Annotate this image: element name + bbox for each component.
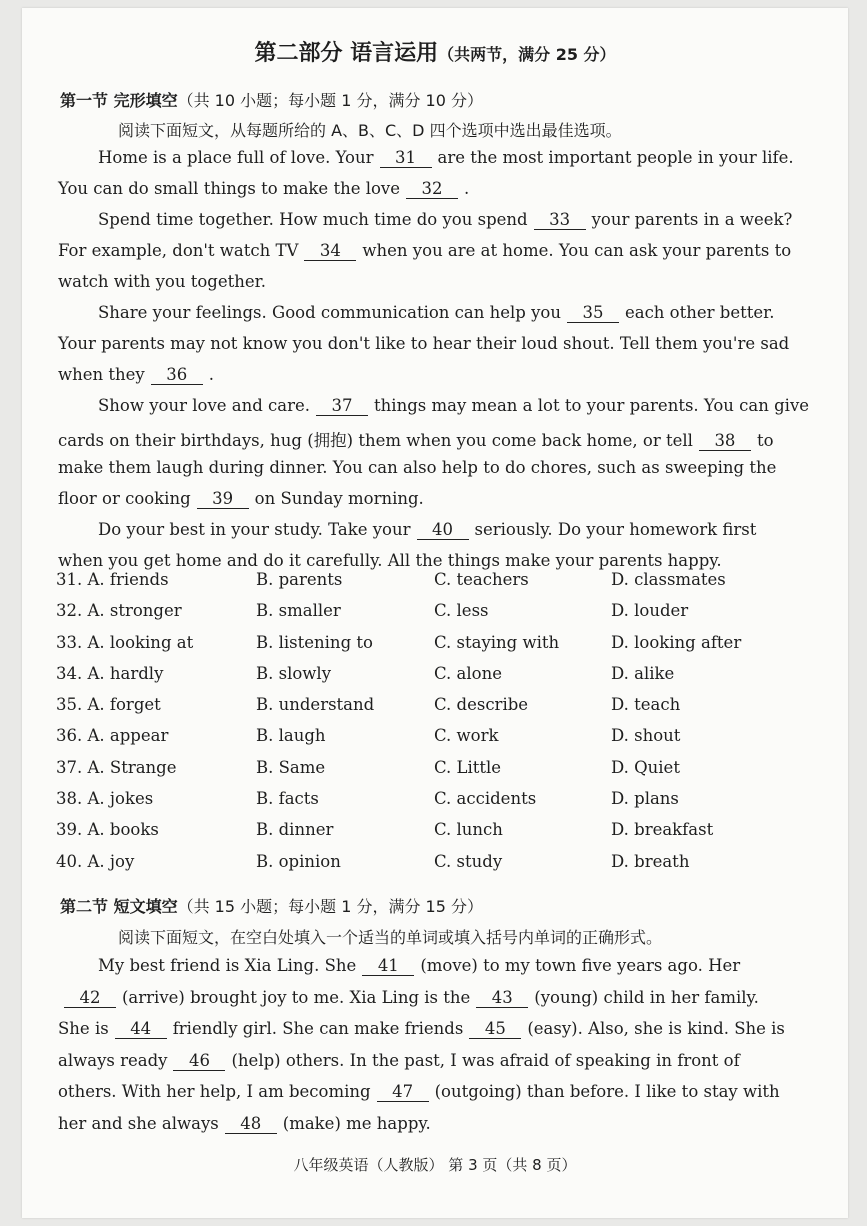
passage-text: . — [208, 365, 214, 384]
passage-line — [58, 241, 818, 261]
answer-blank[interactable]: 47 — [377, 1083, 429, 1102]
part-title-text: 第二部分 语言运用 — [254, 41, 439, 66]
passage-line — [98, 303, 858, 323]
passage-line — [58, 365, 818, 385]
passage-text: She is — [58, 1019, 109, 1038]
option-choice[interactable]: D. plans — [611, 789, 679, 809]
passage-text: seriously. Do your homework first — [474, 520, 757, 539]
passage-line — [58, 427, 818, 451]
option-choice[interactable]: C. describe — [434, 695, 529, 715]
option-choice[interactable]: D. shout — [611, 726, 681, 746]
option-choice[interactable]: C. lunch — [434, 820, 503, 840]
section1-instruction: 阅读下面短文，从每题所给的 A、B、C、D 四个选项中选出最佳选项。 — [118, 121, 622, 140]
passage-text: always ready — [58, 1050, 168, 1070]
passage-line — [58, 1082, 818, 1102]
passage-text: (move) to my town five years ago. Her — [420, 956, 741, 975]
option-choice[interactable]: D. breakfast — [611, 820, 714, 840]
option-choice[interactable]: B. dinner — [256, 820, 334, 840]
option-choice[interactable]: C. accidents — [434, 789, 537, 809]
option-choice[interactable]: D. louder — [611, 601, 689, 621]
passage-text: Your parents may not know you don't like to hear their loud shout. Tell them you're sad — [58, 334, 790, 353]
answer-blank[interactable]: 34 — [304, 242, 356, 261]
option-choice[interactable]: D. teach — [611, 695, 681, 715]
answer-blank[interactable]: 46 — [173, 1052, 225, 1071]
passage-text: make them laugh during dinner. You can also help to do chores, such as sweeping the — [58, 458, 777, 477]
option-choice[interactable]: C. staying with — [434, 632, 560, 652]
option-choice[interactable]: D. classmates — [611, 570, 726, 589]
section1-note: （共 10 小题；每小题 1 分，满分 10 分） — [177, 91, 483, 110]
answer-blank[interactable]: 31 — [380, 149, 432, 168]
option-choice[interactable]: C. alone — [434, 663, 502, 683]
option-row — [56, 758, 836, 789]
passage-line — [58, 179, 818, 199]
passage-text: when they — [58, 365, 145, 384]
answer-blank[interactable]: 42 — [64, 989, 116, 1008]
section2-heading: 第二节 短文填空 — [60, 897, 178, 916]
passage-text: (make) me happy. — [282, 1113, 431, 1133]
passage-text: Home is a place full of love. Your — [98, 148, 374, 167]
option-choice[interactable]: D. alike — [611, 663, 675, 683]
passage-text: when you are at home. You can ask your parents to — [362, 241, 792, 260]
passage-text: (arrive) brought joy to me. Xia Ling is the — [122, 987, 471, 1007]
section1-header — [60, 88, 483, 111]
option-row — [56, 601, 836, 632]
option-choice[interactable]: B. laugh — [256, 726, 326, 746]
passage-text: others. With her help, I am becoming — [58, 1082, 371, 1101]
passage-line — [98, 396, 858, 416]
passage-text: (young) child in her family. — [534, 987, 759, 1007]
option-choice[interactable]: 34. A. hardly — [56, 663, 164, 683]
option-row — [56, 789, 836, 820]
passage-line — [58, 1114, 818, 1134]
option-choice[interactable]: C. work — [434, 726, 499, 746]
passage-text: cards on their birthdays, hug (拥抱) them when you come back home, or tell — [58, 431, 693, 450]
option-choice[interactable]: C. study — [434, 851, 503, 871]
passage-line — [98, 148, 858, 168]
option-choice[interactable]: B. listening to — [256, 632, 373, 652]
passage-line — [58, 334, 818, 353]
passage-line — [58, 551, 818, 570]
option-choice[interactable]: 38. A. jokes — [56, 789, 154, 809]
passage-text: to — [756, 431, 774, 450]
passage-text: friendly girl. She can make friends — [172, 1019, 464, 1038]
answer-blank[interactable]: 35 — [567, 304, 619, 323]
option-choice[interactable]: 36. A. appear — [56, 726, 169, 746]
option-choice[interactable]: 31. A. friends — [56, 570, 169, 589]
exam-page — [22, 8, 848, 1218]
passage-text: her and she always — [58, 1113, 219, 1133]
answer-blank[interactable]: 36 — [151, 366, 203, 385]
part-title-score: （共两节，满分 25 分） — [438, 45, 616, 64]
options-list — [56, 570, 836, 883]
passage-text: when you get home and do it carefully. All the things make your parents happy. — [58, 551, 722, 570]
page-footer: 八年级英语（人教版） 第 3 页（共 8 页） — [293, 1156, 577, 1174]
section2-header — [60, 894, 483, 917]
section1-heading: 第一节 完形填空 — [60, 91, 178, 110]
passage-line — [58, 272, 818, 291]
passage-text: are the most important people in your life. — [437, 148, 794, 167]
passage-text: Share your feelings. Good communication can help you — [98, 303, 561, 322]
option-choice[interactable]: B. understand — [256, 695, 375, 715]
passage-text: things may mean a lot to your parents. You can give — [374, 396, 810, 415]
option-choice[interactable]: B. Same — [256, 757, 326, 777]
passage-text: floor or cooking — [58, 489, 191, 508]
part-title — [22, 36, 848, 67]
passage-text: Spend time together. How much time do you spend — [98, 210, 528, 229]
answer-blank[interactable]: 39 — [197, 490, 249, 509]
passage-text: watch with you together. — [58, 272, 266, 291]
passage-line — [58, 1019, 818, 1039]
option-choice[interactable]: 37. A. Strange — [56, 757, 177, 777]
answer-blank[interactable]: 48 — [225, 1115, 277, 1134]
option-row — [56, 633, 836, 664]
passage-text: You can do small things to make the love — [58, 179, 401, 198]
option-row — [56, 695, 836, 726]
section2-note: （共 15 小题；每小题 1 分，满分 15 分） — [177, 897, 483, 916]
option-row — [56, 664, 836, 695]
option-choice[interactable]: B. parents — [256, 570, 343, 589]
option-choice[interactable]: C. Little — [434, 757, 502, 777]
passage-text: . — [464, 179, 470, 198]
option-choice[interactable]: B. smaller — [256, 601, 341, 621]
passage-text: each other better. — [624, 303, 775, 322]
option-choice[interactable]: B. facts — [256, 789, 319, 809]
option-choice[interactable]: B. opinion — [256, 851, 341, 871]
section2-instruction: 阅读下面短文，在空白处填入一个适当的单词或填入括号内单词的正确形式。 — [118, 928, 663, 947]
answer-blank[interactable]: 33 — [534, 211, 586, 230]
answer-blank[interactable]: 44 — [115, 1020, 167, 1039]
passage-line — [98, 210, 858, 230]
passage-text: (outgoing) than before. I like to stay with — [434, 1082, 780, 1101]
answer-blank[interactable]: 32 — [406, 180, 458, 199]
passage-text: your parents in a week? — [591, 210, 793, 229]
passage-line — [98, 956, 858, 976]
passage-text: (easy). Also, she is kind. She is — [527, 1019, 785, 1038]
option-choice[interactable]: 39. A. books — [56, 820, 159, 840]
option-row — [56, 820, 836, 851]
passage-text: My best friend is Xia Ling. She — [98, 956, 357, 975]
option-choice[interactable]: 33. A. looking at — [56, 632, 194, 652]
passage-text: Show your love and care. — [98, 396, 311, 415]
answer-blank[interactable]: 37 — [316, 397, 368, 416]
answer-blank[interactable]: 45 — [469, 1020, 521, 1039]
passage-text: on Sunday morning. — [254, 489, 424, 508]
passage-text: For example, don't watch TV — [58, 241, 299, 260]
answer-blank[interactable]: 38 — [699, 432, 751, 451]
option-choice[interactable]: B. slowly — [256, 663, 332, 683]
answer-blank[interactable]: 40 — [417, 521, 469, 540]
option-row — [56, 726, 836, 757]
passage-line — [58, 988, 818, 1008]
option-choice[interactable]: 32. A. stronger — [56, 601, 182, 621]
option-choice[interactable]: D. breath — [611, 851, 690, 871]
option-row — [56, 570, 836, 601]
option-choice[interactable]: 35. A. forget — [56, 695, 161, 715]
passage-line — [58, 1051, 818, 1071]
passage-text: (help) others. In the past, I was afraid of speaking in front of — [231, 1050, 740, 1070]
answer-blank[interactable]: 43 — [476, 989, 528, 1008]
option-choice[interactable]: C. teachers — [434, 570, 529, 589]
passage-text: Do your best in your study. Take your — [98, 520, 411, 539]
answer-blank[interactable]: 41 — [362, 957, 414, 976]
option-choice[interactable]: 40. A. joy — [56, 851, 135, 871]
option-choice[interactable]: D. Quiet — [611, 757, 680, 777]
option-choice[interactable]: D. looking after — [611, 632, 742, 652]
passage-line — [58, 458, 818, 477]
passage-line — [98, 520, 858, 540]
option-row — [56, 852, 836, 883]
option-choice[interactable]: C. less — [434, 601, 489, 621]
passage-line — [58, 489, 818, 509]
